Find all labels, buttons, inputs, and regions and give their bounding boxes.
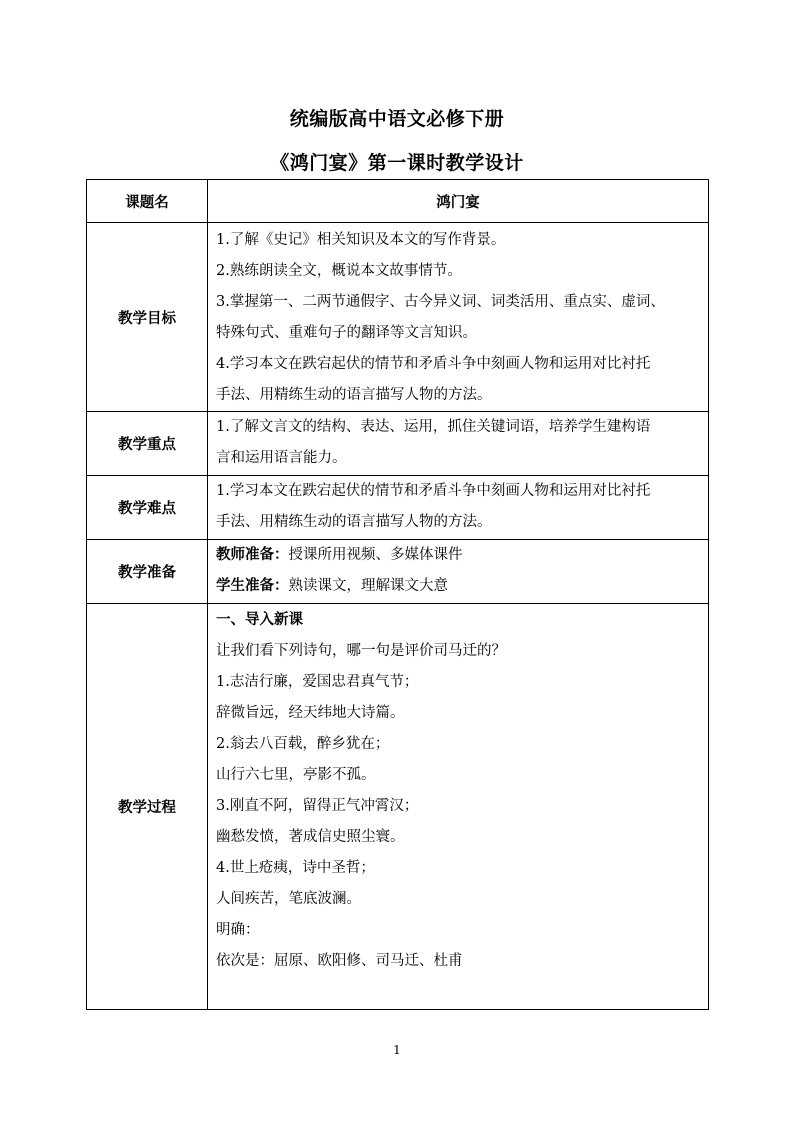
process-line: 2.翁去八百载，醉乡犹在； xyxy=(216,736,390,752)
process-line: 让我们看下列诗句，哪一句是评价司马迁的？ xyxy=(216,643,506,659)
process-label: 教学过程 xyxy=(87,604,208,1010)
teacher-preparation-text: 授课所用视频、多媒体课件 xyxy=(288,547,463,563)
student-preparation xyxy=(216,571,702,602)
page-number: 1 xyxy=(393,1043,401,1057)
table-row-key-points xyxy=(87,412,709,476)
document-title: 统编版高中语文必修下册 xyxy=(289,108,505,130)
key-point-line: 言和运用语言能力。 xyxy=(216,450,347,466)
objectives-label: 教学目标 xyxy=(87,223,208,412)
objective-line: 2.熟练朗读全文，概说本文故事情节。 xyxy=(216,263,462,279)
table-row-header xyxy=(87,180,709,223)
student-preparation-text: 熟读课文，理解课文大意 xyxy=(288,578,448,594)
teacher-preparation xyxy=(216,540,702,571)
table-row-preparation xyxy=(87,540,709,604)
objective-line: 特殊句式、重难句子的翻译等文言知识。 xyxy=(216,325,477,341)
header-value: 鸿门宴 xyxy=(208,180,709,223)
table-row-objectives xyxy=(87,223,709,412)
difficulty-line: 手法、用精练生动的语言描写人物的方法。 xyxy=(216,514,492,530)
objective-line: 1.了解《史记》相关知识及本文的写作背景。 xyxy=(216,232,506,248)
process-line: 人间疾苦，笔底波澜。 xyxy=(216,891,361,907)
process-line: 明确： xyxy=(216,922,260,938)
header-label: 课题名 xyxy=(87,180,208,223)
process-line: 3.刚直不阿，留得正气冲霄汉； xyxy=(216,798,419,814)
difficulties-cell xyxy=(208,476,709,540)
key-points-label: 教学重点 xyxy=(87,412,208,476)
process-line: 幽愁发愤，著成信史照尘寰。 xyxy=(216,829,405,845)
student-preparation-label: 学生准备： xyxy=(216,578,289,594)
process-line: 辞微旨远，经天纬地大诗篇。 xyxy=(216,705,405,721)
process-cell xyxy=(208,604,709,1010)
document-subtitle: 《鸿门宴》第一课时教学设计 xyxy=(270,152,524,174)
lesson-plan-table xyxy=(86,179,709,1010)
difficulties-label: 教学难点 xyxy=(87,476,208,540)
objective-line: 3.掌握第一、二两节通假字、古今异义词、词类活用、重点实、虚词、 xyxy=(216,294,665,310)
key-points-cell xyxy=(208,412,709,476)
process-line: 依次是：屈原、欧阳修、司马迁、杜甫 xyxy=(216,953,463,969)
process-line: 1.志洁行廉，爱国忠君真气节； xyxy=(216,674,419,690)
preparation-cell xyxy=(208,540,709,604)
teacher-preparation-label: 教师准备： xyxy=(216,547,289,563)
process-line: 山行六七里，亭影不孤。 xyxy=(216,767,376,783)
key-point-line: 1.了解文言文的结构、表达、运用，抓住关键词语，培养学生建构语 xyxy=(216,419,651,435)
process-line: 4.世上疮痍，诗中圣哲； xyxy=(216,860,375,876)
table-row-process xyxy=(87,604,709,1010)
objectives-cell xyxy=(208,223,709,412)
process-heading: 一、导入新课 xyxy=(216,612,303,628)
objective-line: 4.学习本文在跌宕起伏的情节和矛盾斗争中刻画人物和运用对比衬托 xyxy=(216,356,651,372)
objective-line: 手法、用精练生动的语言描写人物的方法。 xyxy=(216,387,492,403)
difficulty-line: 1.学习本文在跌宕起伏的情节和矛盾斗争中刻画人物和运用对比衬托 xyxy=(216,483,651,499)
table-row-difficulties xyxy=(87,476,709,540)
preparation-label: 教学准备 xyxy=(87,540,208,604)
